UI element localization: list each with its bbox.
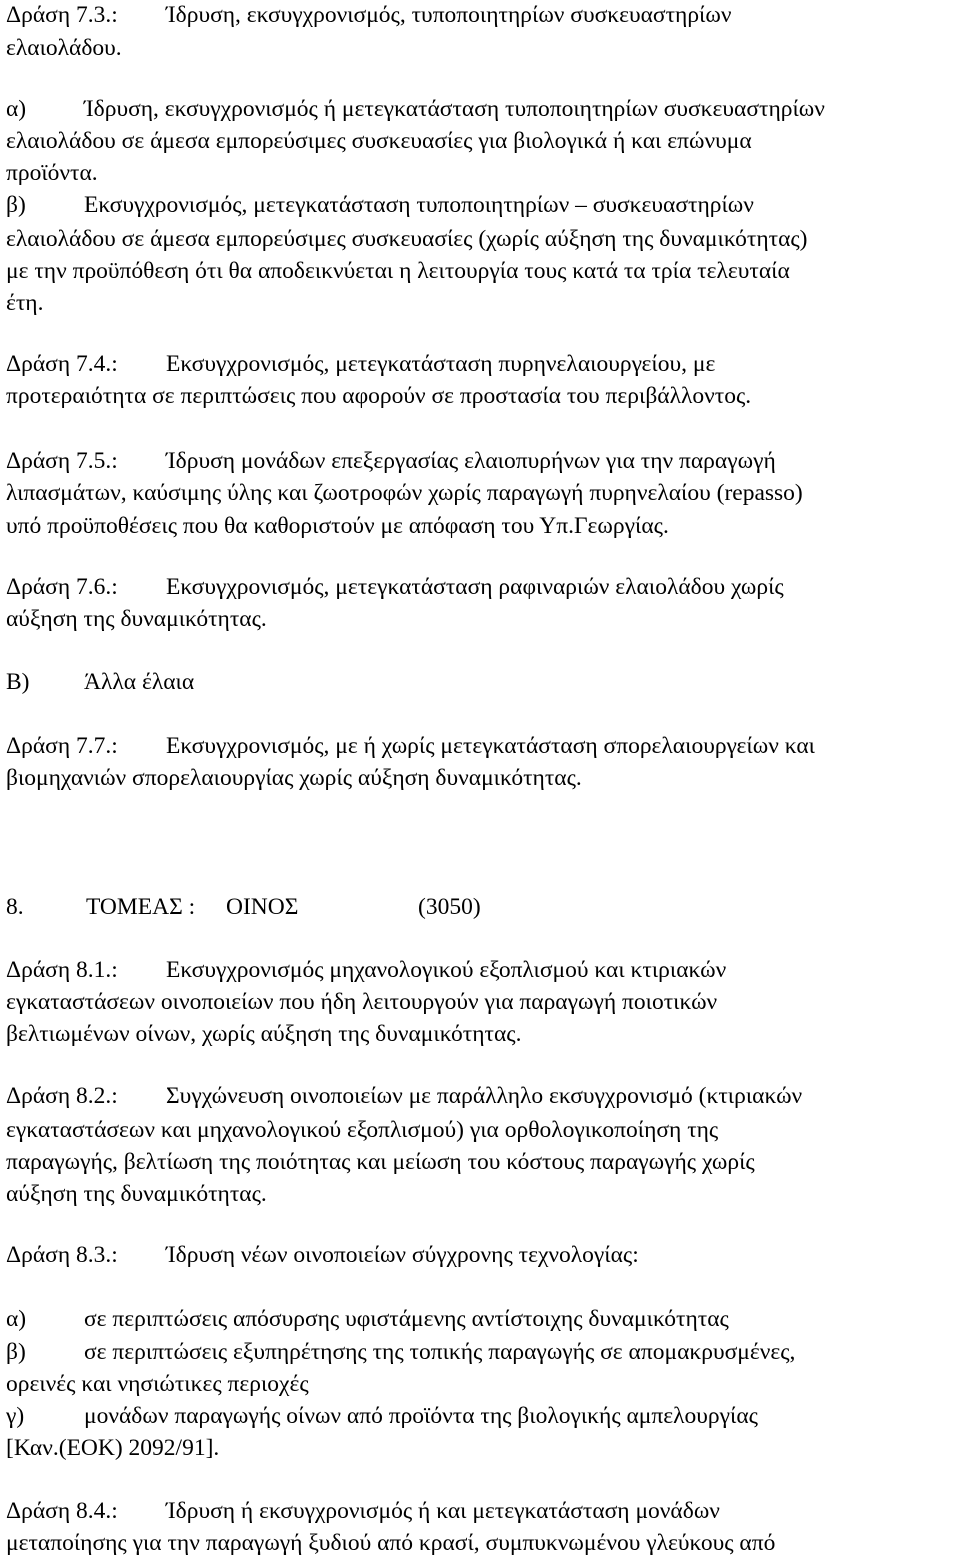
line-text: εγκαταστάσεων και μηχανολογικού εξοπλισμού) για ορθολογικοποίηση της [6, 1117, 719, 1143]
text-line [6, 604, 267, 634]
line-text: Άλλα έλαια [84, 669, 195, 695]
text-line [6, 511, 669, 541]
line-text: ορεινές και νησιώτικες περιοχές [6, 1371, 309, 1397]
text-line [6, 1433, 219, 1463]
line-text: Ίδρυση, εκσυγχρονισμός ή μετεγκατάσταση τυποποιητηρίων συσκευαστηρίων [84, 96, 825, 122]
action-label: Δράση 7.5.: [6, 448, 118, 474]
item-marker: α) [6, 96, 27, 122]
item-marker: γ) [6, 1403, 25, 1429]
action-line [6, 1240, 639, 1270]
line-text: Εκσυγχρονισμός, μετεγκατάσταση τυποποιητηρίων – συσκευαστηρίων [84, 192, 754, 218]
action-line [6, 1304, 729, 1334]
item-marker: β) [6, 192, 26, 218]
line-text: [Καν.(ΕΟΚ) 2092/91]. [6, 1435, 220, 1461]
line-text: παραγωγής, βελτίωση της ποιότητας και μείωση του κόστους παραγωγής χωρίς [6, 1149, 755, 1175]
text-line [6, 763, 582, 793]
action-label: Δράση 7.4.: [6, 351, 118, 377]
line-text: προτεραιότητα σε περιπτώσεις που αφορούν σε προστασία του περιβάλλοντος. [6, 383, 752, 409]
action-line [6, 1401, 758, 1431]
sector-label: ΤΟΜΕΑΣ : [86, 894, 196, 920]
text-line [6, 1147, 755, 1177]
sector-heading [6, 892, 481, 922]
text-line [6, 478, 803, 508]
text-line [6, 987, 717, 1017]
line-text: με την προϋπόθεση ότι θα αποδεικνύεται η λειτουργία τους κατά τα τρία τελευταία [6, 258, 790, 284]
action-line [6, 731, 815, 761]
action-label: Δράση 8.3.: [6, 1242, 118, 1268]
text-line [6, 1179, 267, 1209]
line-text: αύξηση της δυναμικότητας. [6, 606, 267, 632]
line-text: Συγχώνευση οινοποιείων με παράλληλο εκσυγχρονισμό (κτιριακών [166, 1083, 803, 1109]
line-text: Ίδρυση νέων οινοποιείων σύγχρονης τεχνολογίας: [166, 1242, 639, 1268]
action-line [6, 0, 731, 30]
line-text: ελαιολάδου σε άμεσα εμπορεύσιμες συσκευασίες (χωρίς αύξηση της δυναμικότητας) [6, 226, 808, 252]
action-line [6, 1081, 802, 1111]
text-line [6, 288, 43, 318]
action-label: Δράση 7.6.: [6, 574, 118, 600]
text-line [6, 33, 122, 63]
line-text: Εκσυγχρονισμός, μετεγκατάσταση ραφιναριών ελαιολάδου χωρίς [166, 574, 784, 600]
action-line [6, 1337, 795, 1367]
line-text: λιπασμάτων, καύσιμης ύλης και ζωοτροφών χωρίς παραγωγή πυρηνελαίου (repasso) [6, 480, 803, 506]
line-text: μονάδων παραγωγής οίνων από προϊόντα της βιολογικής αμπελουργίας [84, 1403, 758, 1429]
action-line [6, 446, 776, 476]
action-label: Δράση 8.2.: [6, 1083, 118, 1109]
text-line [6, 1019, 521, 1049]
item-marker: α) [6, 1306, 27, 1332]
line-text: σε περιπτώσεις απόσυρσης υφιστάμενης αντίστοιχης δυναμικότητας [84, 1306, 729, 1332]
action-line [6, 190, 754, 220]
action-line [6, 572, 784, 602]
action-label: Δράση 7.3.: [6, 2, 118, 28]
action-line [6, 667, 194, 697]
item-marker: β) [6, 1339, 26, 1365]
item-marker: Β) [6, 669, 30, 695]
text-line [6, 126, 752, 156]
action-line [6, 94, 825, 124]
line-text: αύξηση της δυναμικότητας. [6, 1181, 267, 1207]
text-line [6, 224, 808, 254]
sector-name: ΟΙΝΟΣ [226, 894, 299, 920]
action-label: Δράση 8.1.: [6, 957, 118, 983]
text-line [6, 256, 790, 286]
line-text: Εκσυγχρονισμός, μετεγκατάσταση πυρηνελαιουργείου, με [166, 351, 716, 377]
line-text: εγκαταστάσεων οινοποιείων που ήδη λειτουργούν για παραγωγή ποιοτικών [6, 989, 718, 1015]
line-text: μεταποίησης για την παραγωγή ξυδιού από κρασί, συμπυκνωμένου γλεύκους από [6, 1530, 776, 1556]
line-text: βιομηχανιών σπορελαιουργίας χωρίς αύξηση δυναμικότητας. [6, 765, 582, 791]
action-label: Δράση 7.7.: [6, 733, 118, 759]
line-text: βελτιωμένων οίνων, χωρίς αύξηση της δυναμικότητας. [6, 1021, 522, 1047]
text-line [6, 381, 751, 411]
sector-number: 8. [6, 894, 24, 920]
line-text: σε περιπτώσεις εξυπηρέτησης της τοπικής παραγωγής σε απομακρυσμένες, [84, 1339, 796, 1365]
line-text: Εκσυγχρονισμός μηχανολογικού εξοπλισμού και κτιριακών [166, 957, 727, 983]
text-line [6, 1528, 775, 1558]
action-label: Δράση 8.4.: [6, 1498, 118, 1524]
line-text: προϊόντα. [6, 160, 98, 186]
line-text: Εκσυγχρονισμός, με ή χωρίς μετεγκατάσταση σπορελαιουργείων και [166, 733, 815, 759]
text-line [6, 158, 98, 188]
text-line [6, 1115, 718, 1145]
line-text: ελαιολάδου σε άμεσα εμπορεύσιμες συσκευασίες για βιολογικά ή και επώνυμα [6, 128, 752, 154]
action-line [6, 1496, 720, 1526]
line-text: Ίδρυση, εκσυγχρονισμός, τυποποιητηρίων συσκευαστηρίων [166, 2, 732, 28]
text-line [6, 1369, 309, 1399]
sector-code: (3050) [418, 894, 481, 920]
line-text: υπό προϋποθέσεις που θα καθοριστούν με απόφαση του Υπ.Γεωργίας. [6, 513, 669, 539]
line-text: Ίδρυση μονάδων επεξεργασίας ελαιοπυρήνων για την παραγωγή [166, 448, 776, 474]
line-text: έτη. [6, 290, 44, 316]
line-text: Ίδρυση ή εκσυγχρονισμός ή και μετεγκατάσταση μονάδων [166, 1498, 720, 1524]
action-line [6, 955, 726, 985]
line-text: ελαιολάδου. [6, 35, 122, 61]
action-line [6, 349, 715, 379]
